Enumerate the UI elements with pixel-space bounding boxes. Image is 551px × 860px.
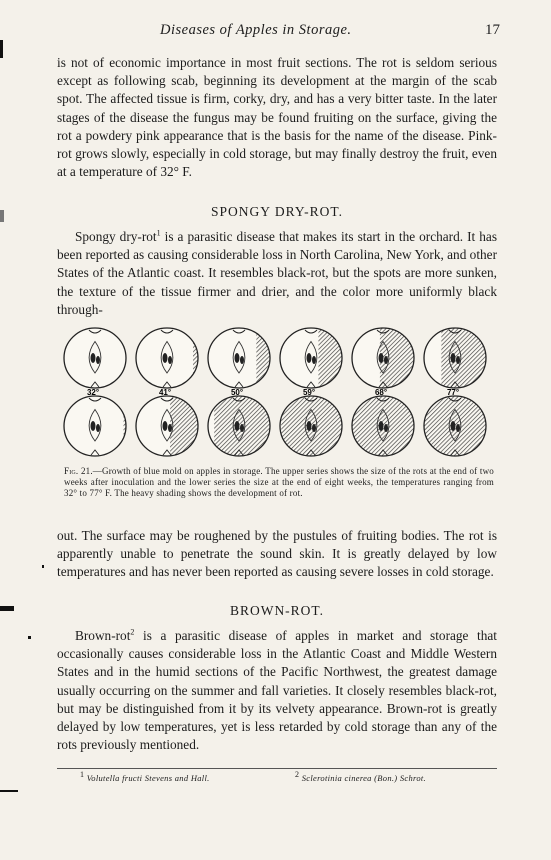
apple-upper-2 [136,328,198,388]
paragraph-brown-body: is a parasitic disease of apples in market and storage that occasionally causes considerable loss in the Atlantic Coast and Middle Western States and in the humid sections of the Pacific Northwest, the greatest damage usually occurring on the summer and fall varieties. It closely resembles black-rot, but may be distinguished from it by its velvety appearance. Brown-rot is greatly delayed by low temperatures, yet is less retarded by cold storage than any of the rots previously mentioned. [57,628,497,753]
margin-mark [0,606,14,611]
figure-caption-text: —Growth of blue mold on apples in storage. The upper series shows the size of the rots at the end of two weeks after inoculation and the lower series the size at the end of eight weeks, the temperatures ranging from 32° to 77° F. The heavy shading shows the development of rot. [64,466,494,498]
page-header [40,22,500,42]
footnote-2-text: Sclerotinia cinerea (Bon.) Schrot. [301,773,426,783]
apple-lower-2 [136,396,198,456]
footnote-ref-1: 1 [156,228,161,238]
margin-mark [0,40,3,58]
footnote-2-mark: 2 [295,770,300,780]
apple-upper-6 [424,328,486,388]
figure-caption-label: Fig. 21. [64,466,93,476]
temperature-label: 68° [374,388,388,397]
running-title: Diseases of Apples in Storage. [160,22,352,38]
footnotes [80,770,500,783]
margin-mark [42,565,44,568]
temperature-label: 77° [446,388,460,397]
apple-upper-1 [64,328,126,388]
margin-mark [0,790,18,792]
apple-lower-1 [64,396,126,456]
figure-caption [64,466,494,499]
apple-upper-4 [280,328,342,388]
temperature-label: 50° [230,388,244,397]
footnote-ref-2: 2 [130,627,135,637]
temperature-label: 59° [302,388,316,397]
apple-illustration [57,322,497,462]
heading-brown-rot: BROWN-ROT. [229,603,325,618]
apple-lower-5 [352,396,414,456]
apple-upper-3 [208,328,270,388]
figure-apple-rot-series [57,322,497,462]
apple-lower-3 [208,396,270,456]
term-brown-rot: Brown-rot [75,628,131,643]
heading-spongy-dry-rot: SPONGY DRY-ROT. [210,204,344,219]
apple-lower-6 [424,396,486,456]
paragraph-spongy-continued: out. The surface may be roughened by the pustules of fruiting bodies. The rot is apparently unable to penetrate the sound skin. It is greatly delayed by low temperatures and has never been reported as causing severe losses in cold storage. [57,528,497,580]
paragraph-brown-rot [57,627,497,754]
margin-mark [28,636,31,639]
temperature-label: 32° [86,388,100,397]
term-spongy-dry-rot: Spongy dry-rot [75,229,157,244]
footnote-1 [80,770,210,783]
footnote-2 [295,770,426,783]
apple-lower-4 [280,396,342,456]
footnote-1-text: Volutella fructi Stevens and Hall. [86,773,210,783]
margin-mark [0,210,4,222]
page-number: 17 [485,22,500,38]
paragraph-pink-rot: is not of economic importance in most fruit sections. The rot is seldom serious except as following scab, beginning its development at the margin of the scab spot. The affected tissue is firm, corky, dry, and has a very bitter taste. In the later stages of the disease the fungus may be found fruiting on the surface, giving the rot a powdery pink appearance that is the basis for the name of the disease. Pink-rot grows slowly, especially in cold storage, but may finally destroy the fruit, even at a temperature of 32° F. [57,55,497,180]
footnote-1-mark: 1 [80,770,85,780]
paragraph-spongy-body: is a parasitic disease that makes its start in the orchard. It has been reported as causing considerable loss in North Carolina, New York, and other States of the Atlantic coast. It resembles black-rot, but the spots are more sunken, the texture of the tissue firmer and drier, and the color more uniformly black through- [57,229,498,317]
footnote-divider [57,768,497,769]
apple-upper-5 [352,328,414,388]
paragraph-spongy-dry-rot [57,228,497,319]
temperature-label: 41° [158,388,172,397]
